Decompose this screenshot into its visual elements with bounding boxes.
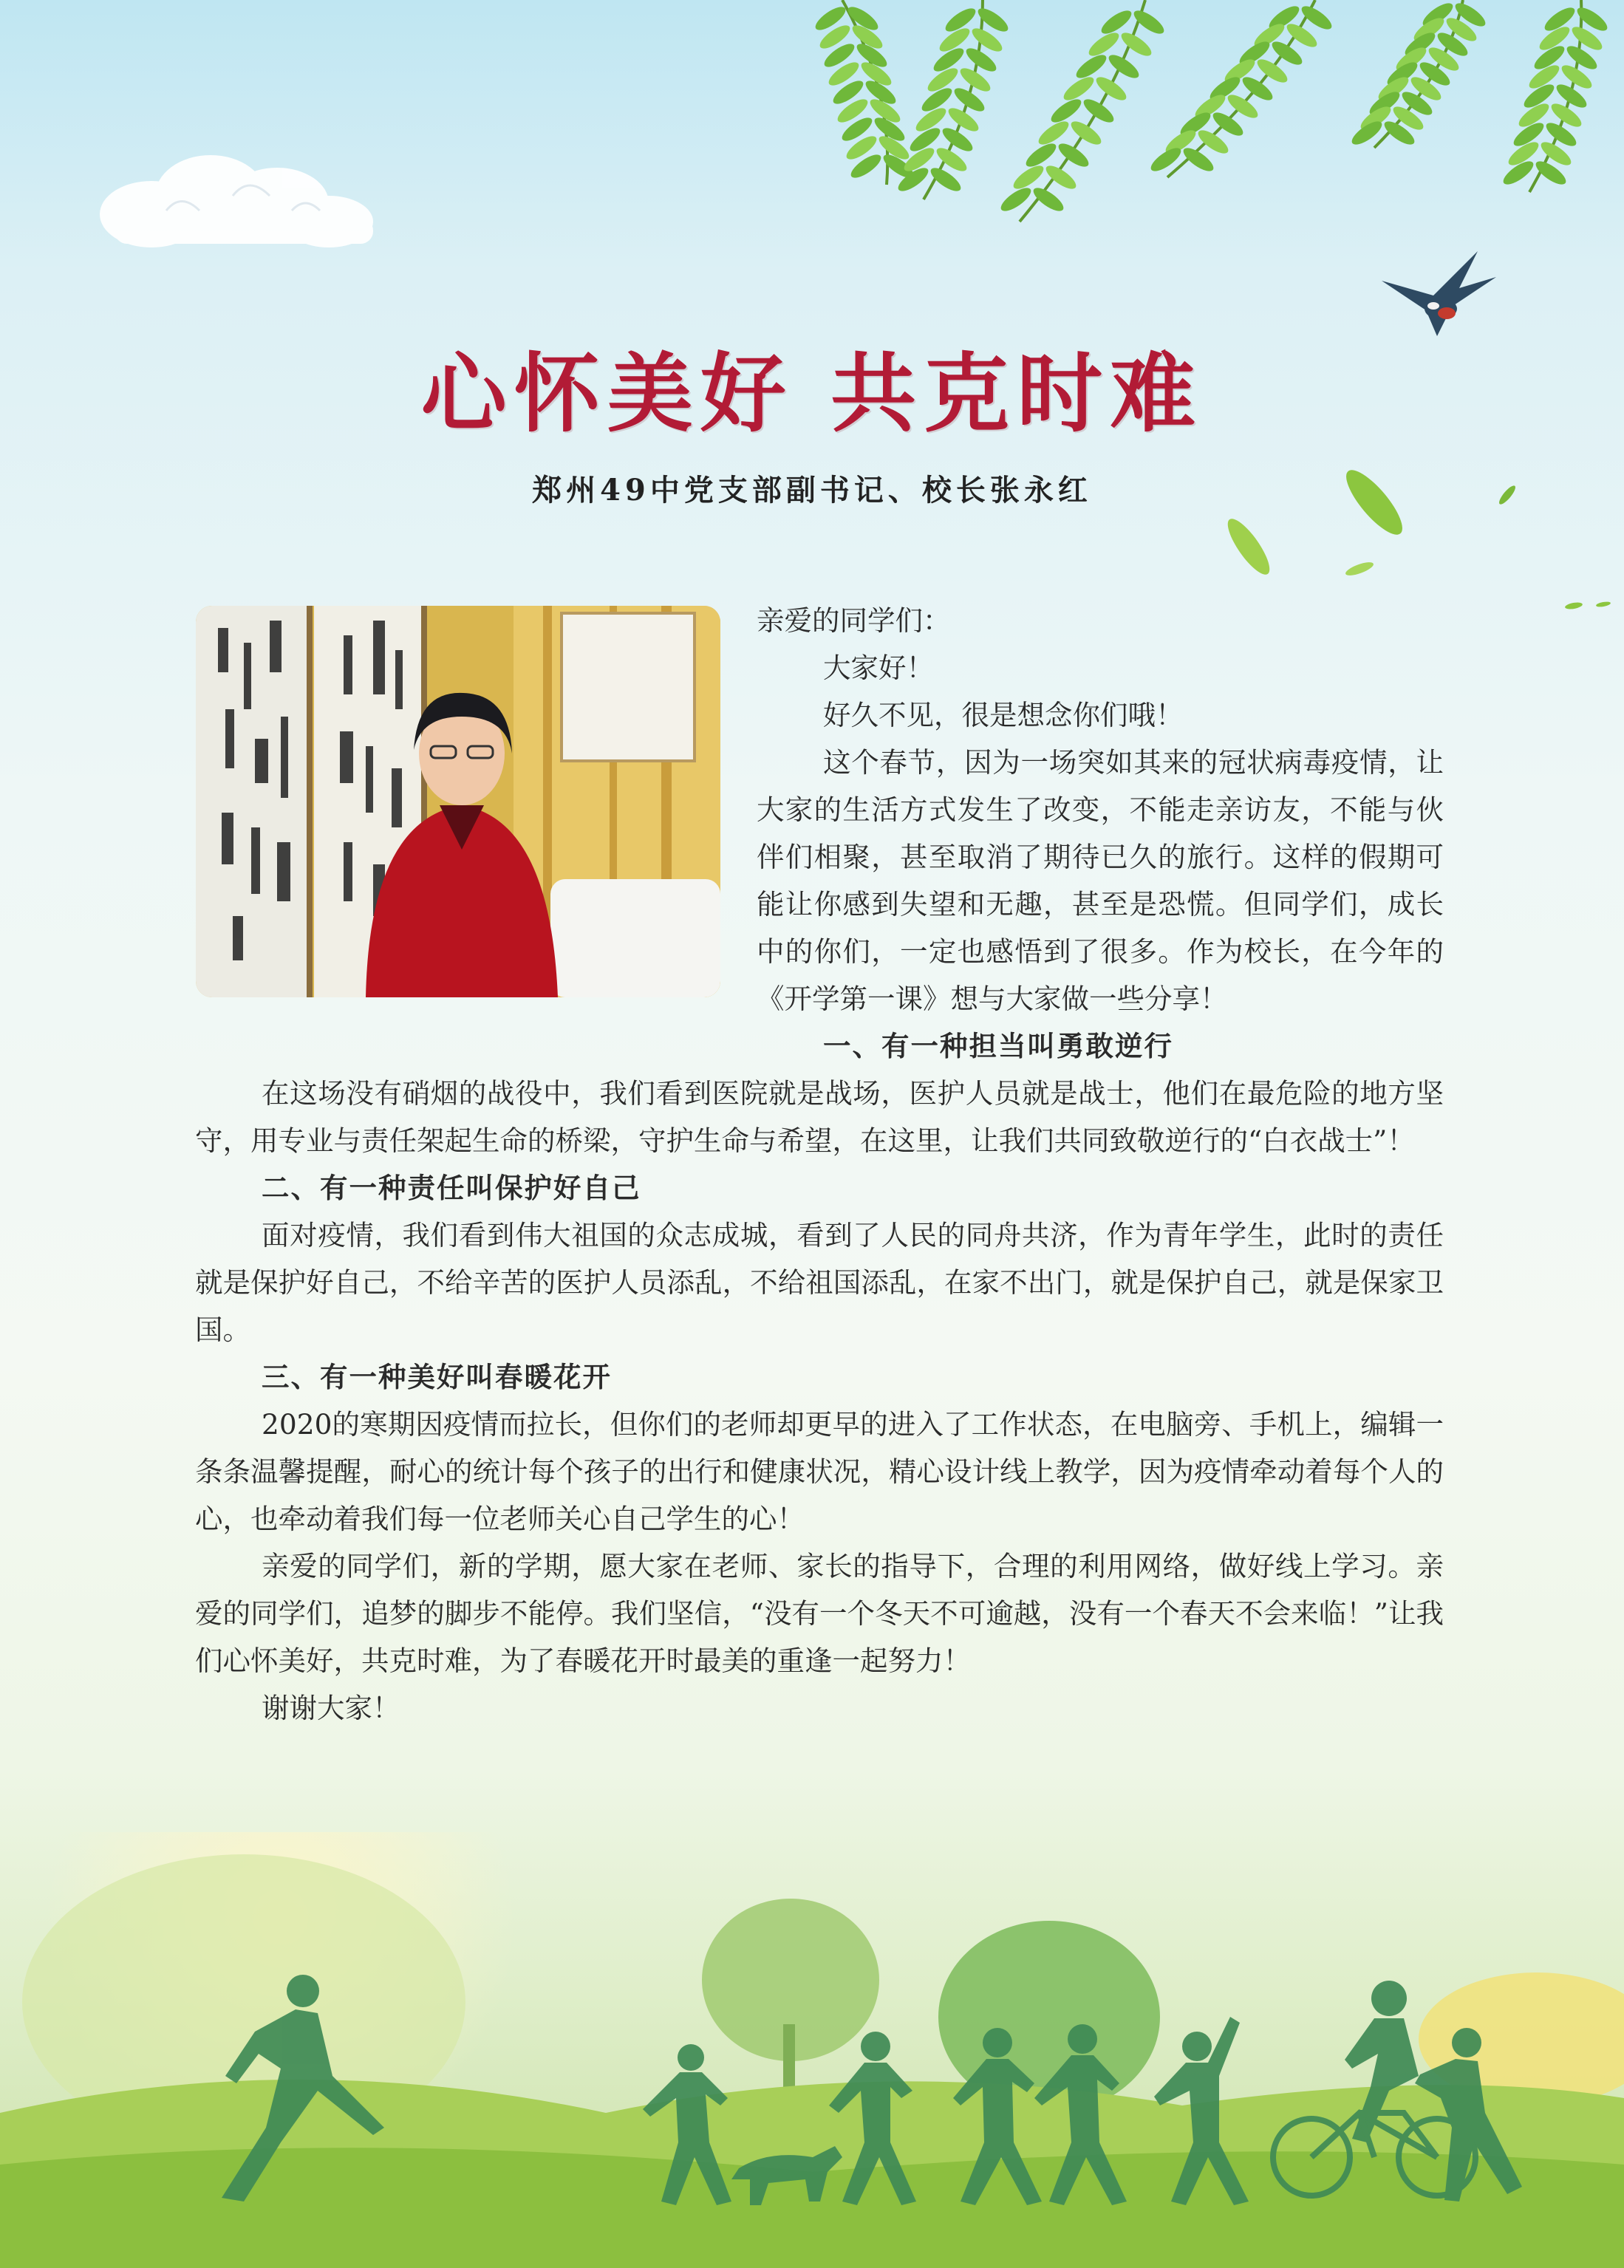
cloud-decoration [85,151,403,262]
section2-paragraph: 面对疫情，我们看到伟大祖国的众志成城，看到了人民的同舟共济，作为青年学生，此时的责任就是保护好自己，不给辛苦的医护人员添乱，不给祖国添乱，在家不出门，就是保护自己，就是保家卫国。 [195,1219,1444,1346]
page-title: 心怀美好 共克时难 [420,344,1204,444]
section2-heading: 二、有一种责任叫保护好自己 [262,1172,641,1204]
spring-scenery-illustration [0,1832,1624,2268]
author-byline: 郑州49中党支部副书记、校长张永红 [532,473,1092,508]
letter-hello: 大家好！ [823,652,934,684]
letter-greeting: 亲爱的同学们： [757,604,951,637]
letter-body [195,597,1444,1732]
photo-spacer [195,597,757,1033]
letter-intro: 这个春节，因为一场突如其来的冠状病毒疫情，让大家的生活方式发生了改变，不能走亲访友，不能与伙伴们相聚，甚至取消了期待已久的旅行。这样的假期可能让你感到失望和无趣，甚至是恐慌。但同学们，成长中的你们，一定也感悟到了很多。作为校长，在今年的《开学第一课》想与大家做一些分享！ [757,746,1444,1015]
section3-heading: 三、有一种美好叫春暖花开 [262,1361,612,1393]
letter-thanks: 谢谢大家！ [262,1692,400,1724]
section1-paragraph: 在这场没有硝烟的战役中，我们看到医院就是战场，医护人员就是战士，他们在最危险的地方坚守，用专业与责任架起生命的桥梁，守护生命与希望，在这里，让我们共同致敬逆行的“白衣战士”！ [195,1077,1444,1157]
closing-paragraph: 亲爱的同学们，新的学期，愿大家在老师、家长的指导下，合理的利用网络，做好线上学习。亲爱的同学们，追梦的脚步不能停。我们坚信，“没有一个冬天不可逾越，没有一个春天不会来临！”让我们心怀美好，共克时难，为了春暖花开时最美的重逢一起努力！ [195,1550,1444,1677]
section1-heading: 一、有一种担当叫勇敢逆行 [823,1030,1173,1062]
letter-miss-you: 好久不见，很是想念你们哦！ [823,699,1184,731]
willow-leaves-decoration [798,0,1624,251]
section3-paragraph: 2020的寒期因疫情而拉长，但你们的老师却更早的进入了工作状态，在电脑旁、手机上，编辑一条条温馨提醒，耐心的统计每个孩子的出行和健康状况，精心设计线上教学，因为疫情牵动着每个人的心，也牵动着我们每一位老师关心自己学生的心！ [195,1408,1444,1535]
